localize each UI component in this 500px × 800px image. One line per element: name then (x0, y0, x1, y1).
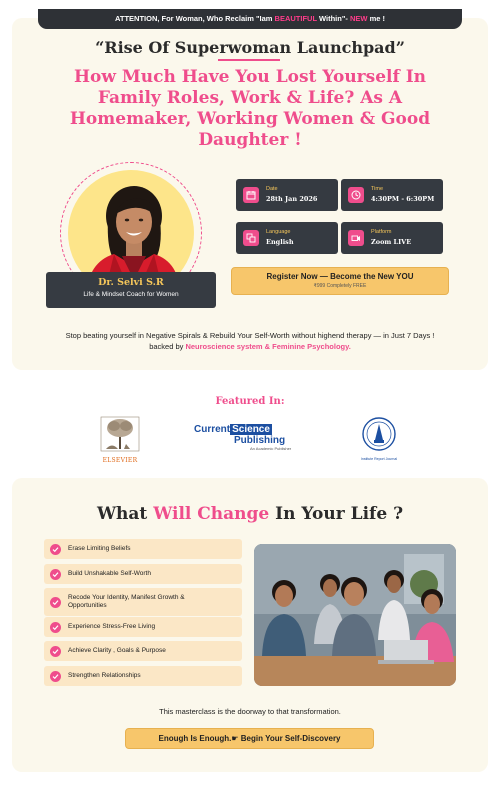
cta-prefix: Enough Is Enough. (158, 734, 232, 743)
benefit-item (44, 617, 242, 637)
check-icon (50, 622, 61, 633)
language-tile (236, 222, 338, 254)
clock-icon (348, 187, 364, 203)
change-title-highlight: Will Change (153, 504, 270, 524)
cta-suffix: Begin Your Self-Discovery (238, 734, 341, 743)
calendar-icon (243, 187, 259, 203)
date-value: 28th Jan 2026 (266, 195, 318, 203)
seal-icon (360, 416, 398, 452)
benefit-item (44, 666, 242, 686)
check-icon (50, 544, 61, 555)
banner-text-suffix: me ! (367, 14, 385, 23)
women-group-illustration (254, 544, 456, 686)
time-tile (341, 179, 443, 211)
cs-tagline: An Academic Publisher (250, 446, 292, 451)
event-title: “Rise Of Superwoman Launchpad” (95, 38, 405, 57)
elsevier-wordmark: ELSEVIER (102, 457, 138, 464)
language-icon (243, 230, 259, 246)
change-title-suffix: In Your Life ? (269, 504, 404, 524)
date-tile (236, 179, 338, 211)
register-button-label: Register Now — Become the New YOU (266, 272, 414, 281)
benefit-label: Strengthen Relationships (68, 672, 141, 679)
speaker-role: Life & Mindset Coach for Women (83, 291, 179, 298)
cs-line1 (194, 424, 306, 435)
banner-highlight-beautiful: BEAUTIFUL (274, 14, 317, 23)
description-prefix: backed by (149, 342, 186, 351)
featured-title: Featured In: (215, 396, 285, 407)
current-science-logo[interactable] (194, 424, 306, 450)
elsevier-tree-icon (100, 416, 140, 452)
benefit-item (44, 641, 242, 661)
gateway-text: This masterclass is the doorway to that transformation. (159, 707, 341, 716)
benefit-label: Build Unshakable Self-Worth (68, 570, 151, 577)
hero-description (30, 330, 470, 352)
benefit-label: Achieve Clarity , Goals & Purpose (68, 647, 166, 654)
language-label: Language (266, 229, 291, 235)
title-underline (218, 59, 280, 61)
register-button[interactable] (231, 267, 449, 295)
video-icon (348, 230, 364, 246)
time-label: Time (371, 186, 384, 192)
benefit-label: Experience Stress-Free Living (68, 623, 156, 630)
benefit-label: Recode Your Identity, Manifest Growth & Opportunities (68, 594, 185, 609)
benefit-item (44, 588, 242, 616)
platform-tile (341, 222, 443, 254)
speaker-card (46, 272, 216, 308)
language-value: English (266, 238, 294, 246)
platform-value: Zoom LIVE (371, 238, 412, 246)
change-title (0, 504, 500, 524)
benefit-item (44, 564, 242, 584)
cs-current: Current (194, 424, 231, 435)
headline: How Much Have You Lost Yourself In Family Roles, Work & Life? As A Homemaker, Working Women & Good Daughter ! (69, 67, 431, 150)
benefit-item (44, 539, 242, 559)
description-highlight: Neuroscience system & Feminine Psychology. (185, 342, 351, 351)
check-icon (50, 646, 61, 657)
date-label: Date (266, 186, 278, 192)
cs-science: Science (232, 424, 270, 435)
check-icon (50, 569, 61, 580)
check-icon (50, 597, 61, 608)
register-button-sub: ₹999 Completely FREE (313, 283, 367, 289)
self-discovery-button[interactable] (125, 728, 374, 749)
time-value: 4:30PM - 6:30PM (371, 195, 435, 203)
change-title-prefix: What (96, 504, 154, 524)
banner-text-middle: Within"- (316, 14, 350, 23)
platform-label: Platform (371, 229, 392, 235)
pointing-hand-icon: ☛ (231, 734, 239, 743)
banner-text-prefix: ATTENTION, For Woman, Who Reclaim "Iam (115, 14, 275, 23)
speaker-name: Dr. Selvi S.R (98, 277, 164, 288)
banner-highlight-new: NEW (349, 14, 368, 23)
seal-caption: Institute Report Journal (360, 457, 398, 461)
benefit-label: Erase Limiting Beliefs (68, 545, 131, 552)
attention-banner (38, 9, 462, 29)
hero-description-line1: Stop beating yourself in Negative Spirals & Rebuild Your Self-Worth without highend therapy — in Just 7 Days ! (65, 331, 435, 340)
cs-line2: Publishing (234, 435, 286, 446)
elsevier-logo[interactable] (100, 416, 140, 464)
group-photo (254, 544, 456, 686)
journal-seal-logo[interactable] (360, 416, 398, 460)
check-icon (50, 671, 61, 682)
hero-description-line2 (30, 341, 470, 352)
